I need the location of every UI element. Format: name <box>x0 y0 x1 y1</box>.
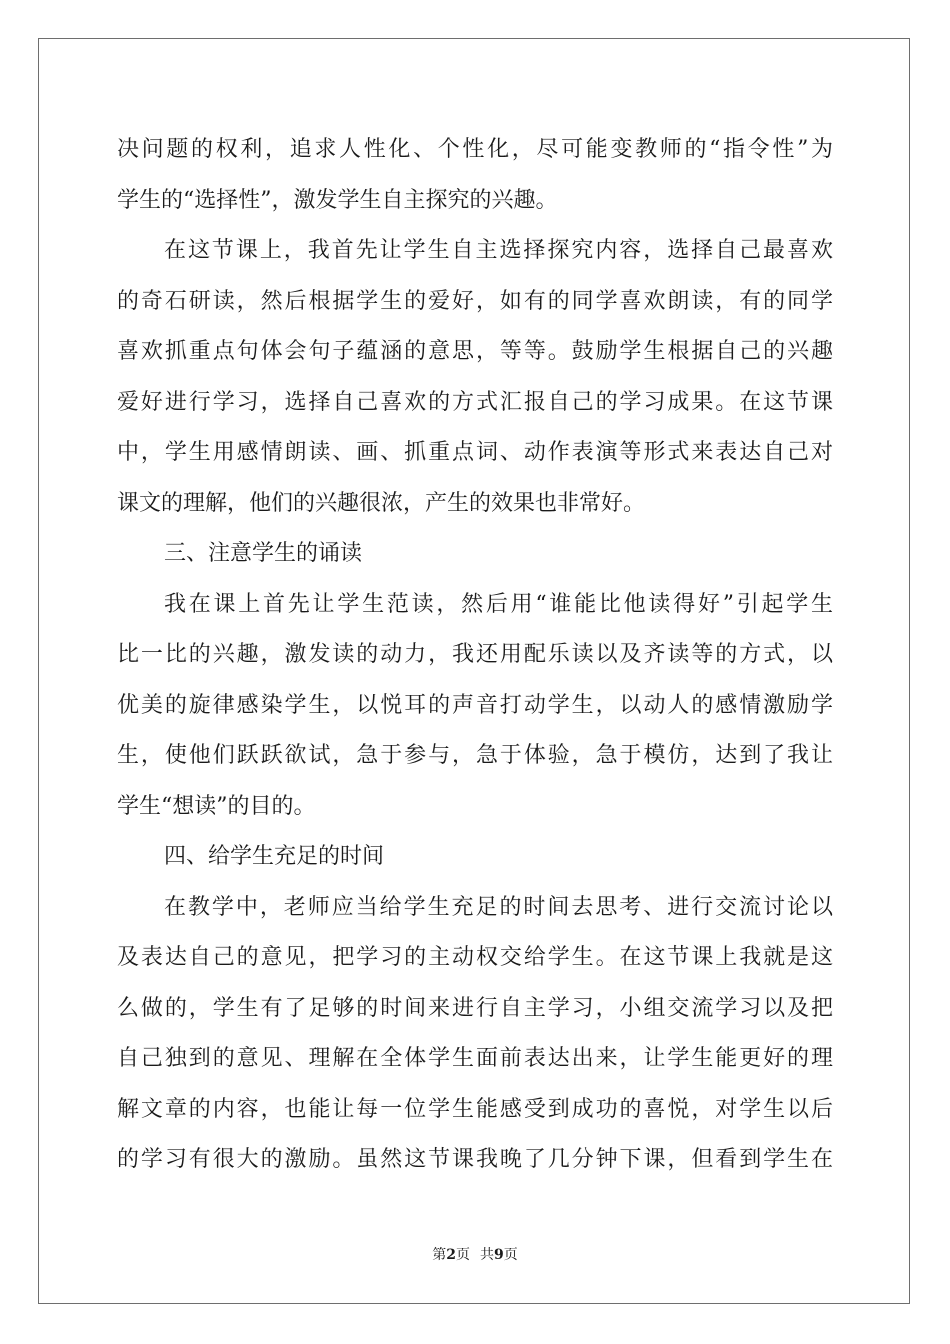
text-line: 优美的旋律感染学生，以悦耳的声音打动学生，以动人的感情激励学 <box>117 692 833 718</box>
page-number: 2 <box>446 1247 456 1263</box>
text-line: 比一比的兴趣，激发读的动力，我还用配乐读以及齐读等的方式，以 <box>117 642 833 667</box>
text-line: 课文的理解，他们的兴趣很浓，产生的效果也非常好。 <box>117 490 646 516</box>
text-line: 生，使他们跃跃欲试，急于参与，急于体验，急于模仿，达到了我让 <box>117 743 833 768</box>
text-line: 的奇石研读，然后根据学生的爱好，如有的同学喜欢朗读，有的同学 <box>117 288 833 314</box>
text-line: 在教学中，老师应当给学生充足的时间去思考、进行交流讨论以 <box>164 894 833 920</box>
total-suffix: 页 <box>503 1247 518 1263</box>
text-line: 及表达自己的意见，把学习的主动权交给学生。在这节课上我就是这 <box>117 945 833 970</box>
page-footer <box>0 1244 950 1264</box>
text-line: 解文章的内容，也能让每一位学生能感受到成功的喜悦，对学生以后 <box>117 1096 833 1122</box>
text-line: 自己独到的意见、理解在全体学生面前表达出来，让学生能更好的理 <box>117 1046 833 1071</box>
page-prefix: 第 <box>432 1247 447 1263</box>
text-line: 学生的“选择性”，激发学生自主探究的兴趣。 <box>117 187 558 213</box>
text-line: 我在课上首先让学生范读，然后用“谁能比他读得好”引起学生 <box>164 591 833 617</box>
text-line: 决问题的权利，追求人性化、个性化，尽可能变教师的“指令性”为 <box>117 137 833 162</box>
section-heading: 四、给学生充足的时间 <box>164 844 385 869</box>
document-body <box>117 125 833 1186</box>
page-suffix: 页 <box>456 1247 470 1263</box>
text-line: 学生“想读”的目的。 <box>117 793 316 819</box>
text-line: 喜欢抓重点句体会句子蕴涵的意思，等等。鼓励学生根据自己的兴趣 <box>117 339 833 364</box>
text-line: 中，学生用感情朗读、画、抓重点词、动作表演等形式来表达自己对 <box>117 440 833 465</box>
text-line: 么做的，学生有了足够的时间来进行自主学习，小组交流学习以及把 <box>117 995 833 1021</box>
total-prefix: 共 <box>480 1247 494 1263</box>
text-line: 在这节课上，我首先让学生自主选择探究内容，选择自己最喜欢 <box>164 238 833 263</box>
section-heading: 三、注意学生的诵读 <box>164 541 363 566</box>
text-line: 的学习有很大的激励。虽然这节课我晚了几分钟下课，但看到学生在 <box>117 1147 833 1172</box>
total-pages: 9 <box>494 1247 504 1263</box>
text-line: 爱好进行学习，选择自己喜欢的方式汇报自己的学习成果。在这节课 <box>117 389 833 415</box>
